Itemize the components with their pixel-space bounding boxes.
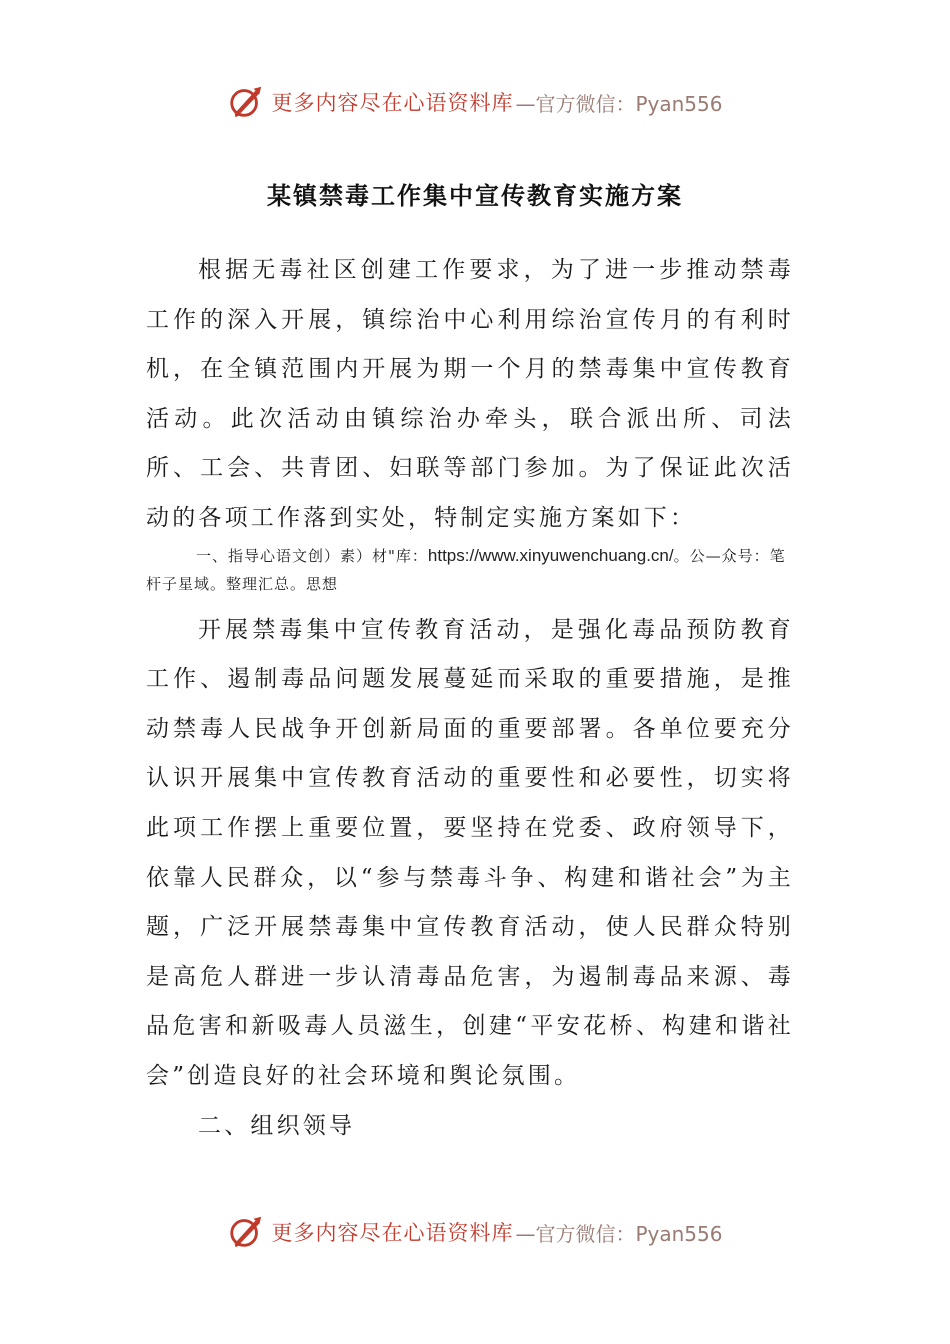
brush-logo-icon [227, 1213, 265, 1251]
watermark-url: https://www.xinyuwenchuang.cn/ [427, 545, 674, 565]
footer-banner [0, 1212, 950, 1252]
watermark-prefix: 一、指导心语文创）素）材"库： [196, 546, 428, 565]
footer-brand-text: 更多内容尽在心语资料库 [271, 1221, 514, 1245]
document-body [146, 246, 794, 1151]
intro-paragraph: 根据无毒社区创建工作要求，为了进一步推动禁毒工作的深入开展，镇综治中心利用综治宣传月的有利时机，在全镇范围内开展为期一个月的禁毒集中宣传教育活动。此次活动由镇综治办牵头，联合派出所、司法所、工会、共青团、妇联等部门参加。为了保证此次活动的各项工作落到实处，特制定实施方案如下： [146, 257, 794, 531]
watermark-line [146, 542, 794, 598]
document-title: 某镇禁毒工作集中宣传教育实施方案 [267, 182, 683, 210]
header-banner [0, 82, 950, 122]
watermark-suffix: 。公—众号：笔杆子星域。整理汇总。思想 [146, 546, 786, 593]
header-contact-text: —官方微信：Pyan556 [515, 91, 723, 116]
section1-paragraph: 开展禁毒集中宣传教育活动，是强化毒品预防教育工作、遏制毒品问题发展蔓延而采取的重要措施，是推动禁毒人民战争开创新局面的重要部署。各单位要充分认识开展集中宣传教育活动的重要性和必要性，切实将此项工作摆上重要位置，要坚持在党委、政府领导下，依靠人民群众，以“参与禁毒斗争、构建和谐社会”为主题，广泛开展禁毒集中宣传教育活动，使人民群众特别是高危人群进一步认清毒品危害，为遏制毒品来源、毒品危害和新吸毒人员滋生，创建“平安花桥、构建和谐社会”创造良好的社会环境和舆论氛围。 [146, 616, 794, 1089]
brush-logo-icon [227, 83, 265, 121]
footer-contact-text: —官方微信：Pyan556 [515, 1221, 723, 1246]
section2-heading: 二、组织领导 [198, 1112, 356, 1139]
header-brand-text: 更多内容尽在心语资料库 [271, 91, 514, 115]
